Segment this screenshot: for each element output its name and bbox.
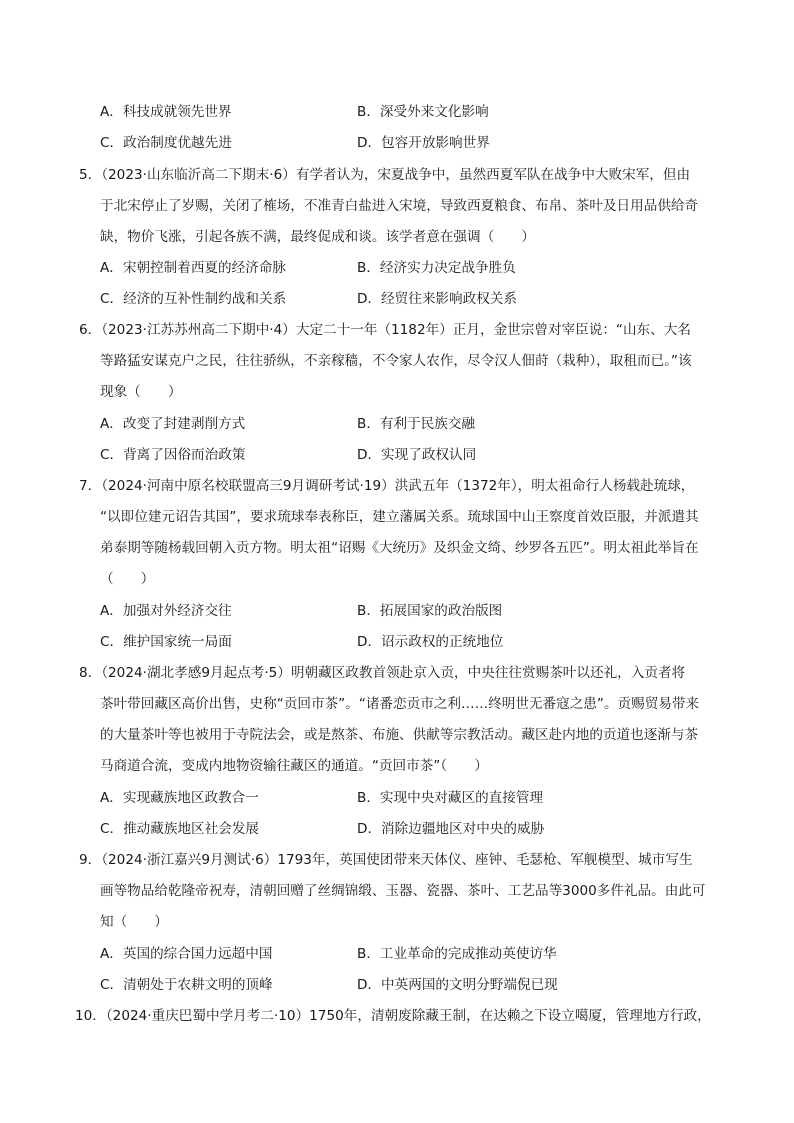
q6-option-a[interactable]: A．改变了封建剥削方式 (100, 416, 246, 432)
q7-stem-line1: 7．（2024·河南中原名校联盟高三9月调研考试·19）洪武五年（1372年），明太祖命行人杨载赴琉球， (79, 478, 695, 494)
q6-stem-line1: 6．（2023·江苏苏州高二下期中·4）大定二十一年（1182年）正月，金世宗曾对宰臣说：“山东、大名 (79, 322, 691, 338)
q8-stem-line1: 8．（2024·湖北孝感9月起点考·5）明朝藏区政教首领赴京入贡，中央往往赏赐茶叶以还礼，入贡者将 (79, 665, 686, 681)
q4-option-a[interactable]: A．科技成就领先世界 (100, 104, 232, 120)
q7-option-a[interactable]: A．加强对外经济交往 (100, 603, 232, 619)
q7-stem-line2: “以即位建元诏告其国”，要求琉球奉表称臣，建立藩属关系。琉球国中山王察度首效臣服，并派遣其 (100, 509, 699, 525)
q9-option-c[interactable]: C．清朝处于农耕文明的顶峰 (100, 977, 273, 993)
q9-stem-line1: 9．（2024·浙江嘉兴9月测试·6）1793年，英国使团带来天体仪、座钟、毛瑟枪、军舰模型、城市写生 (79, 852, 693, 868)
q8-stem-line4: 马商道合流，变成内地物资输往藏区的通道。“贡回市茶”（ ） (100, 758, 488, 774)
q9-stem-line3: 知（ ） (100, 914, 168, 930)
q9-option-b[interactable]: B．工业革命的完成推动英使访华 (357, 946, 557, 962)
q8-stem-line3: 的大量茶叶等也被用于寺院法会，或是熬茶、布施、供献等宗教活动。藏区赴内地的贡道也逐渐与茶 (100, 727, 699, 743)
q5-option-b[interactable]: B．经济实力决定战争胜负 (357, 260, 516, 276)
q7-option-b[interactable]: B．拓展国家的政治版图 (357, 603, 503, 619)
q5-option-a[interactable]: A．宋朝控制着西夏的经济命脉 (100, 260, 287, 276)
q4-option-b[interactable]: B．深受外来文化影响 (357, 104, 489, 120)
q6-stem-line2: 等路猛安谋克户之民，往往骄纵，不亲稼穑，不令家人农作，尽令汉人佃莳（栽种），取租而已。”该 (100, 353, 692, 369)
q5-option-d[interactable]: D．经贸往来影响政权关系 (357, 291, 517, 307)
q6-option-b[interactable]: B．有利于民族交融 (357, 416, 476, 432)
q8-option-d[interactable]: D．消除边疆地区对中央的威胁 (357, 821, 545, 837)
q8-stem-line2: 茶叶带回藏区高价出售，史称“贡回市茶”。“诸番恋贡市之利……终明世无番寇之患”。贡赐贸易带来 (100, 696, 700, 712)
q5-option-c[interactable]: C．经济的互补性制约战和关系 (100, 291, 287, 307)
q7-option-d[interactable]: D．诏示政权的正统地位 (357, 634, 504, 650)
q8-option-b[interactable]: B．实现中央对藏区的直接管理 (357, 790, 544, 806)
q8-option-a[interactable]: A．实现藏族地区政教合一 (100, 790, 259, 806)
q4-option-c[interactable]: C．政治制度优越先进 (100, 135, 232, 151)
q9-option-d[interactable]: D．中英两国的文明分野端倪已现 (357, 977, 558, 993)
q4-option-d[interactable]: D．包容开放影响世界 (357, 135, 490, 151)
q9-option-a[interactable]: A．英国的综合国力远超中国 (100, 946, 273, 962)
q6-option-c[interactable]: C．背离了因俗而治政策 (100, 447, 246, 463)
q9-stem-line2: 画等物品给乾隆帝祝寿，清朝回赠了丝绸锦缎、玉器、瓷器、茶叶、工艺品等3000多件礼品。由此可 (100, 883, 706, 899)
q7-option-c[interactable]: C．维护国家统一局面 (100, 634, 232, 650)
q6-option-d[interactable]: D．实现了政权认同 (357, 447, 477, 463)
q5-stem-line1: 5．（2023·山东临沂高二下期末·6）有学者认为，宋夏战争中，虽然西夏军队在战争中大败宋军，但由 (79, 167, 691, 183)
q5-stem-line2: 于北宋停止了岁赐，关闭了榷场，不准青白盐进入宋境，导致西夏粮食、布帛、茶叶及日用品供给奇 (100, 198, 699, 214)
q7-stem-line4: （ ） (100, 571, 155, 587)
q8-option-c[interactable]: C．推动藏族地区社会发展 (100, 821, 260, 837)
q6-stem-line3: 现象（ ） (100, 384, 182, 400)
q5-stem-line3: 缺，物价飞涨，引起各族不满，最终促成和谈。该学者意在强调（ ） (100, 229, 535, 245)
q10-stem-line1: 10．（2024·重庆巴蜀中学月考二·10）1750年，清朝废除藏王制，在达赖之下设立噶厦，管理地方行政， (75, 1008, 711, 1024)
q7-stem-line3: 弟泰期等随杨载回朝入贡方物。明太祖“诏赐《大统历》及织金文绮、纱罗各五匹”。明太祖此举旨在 (100, 540, 699, 556)
